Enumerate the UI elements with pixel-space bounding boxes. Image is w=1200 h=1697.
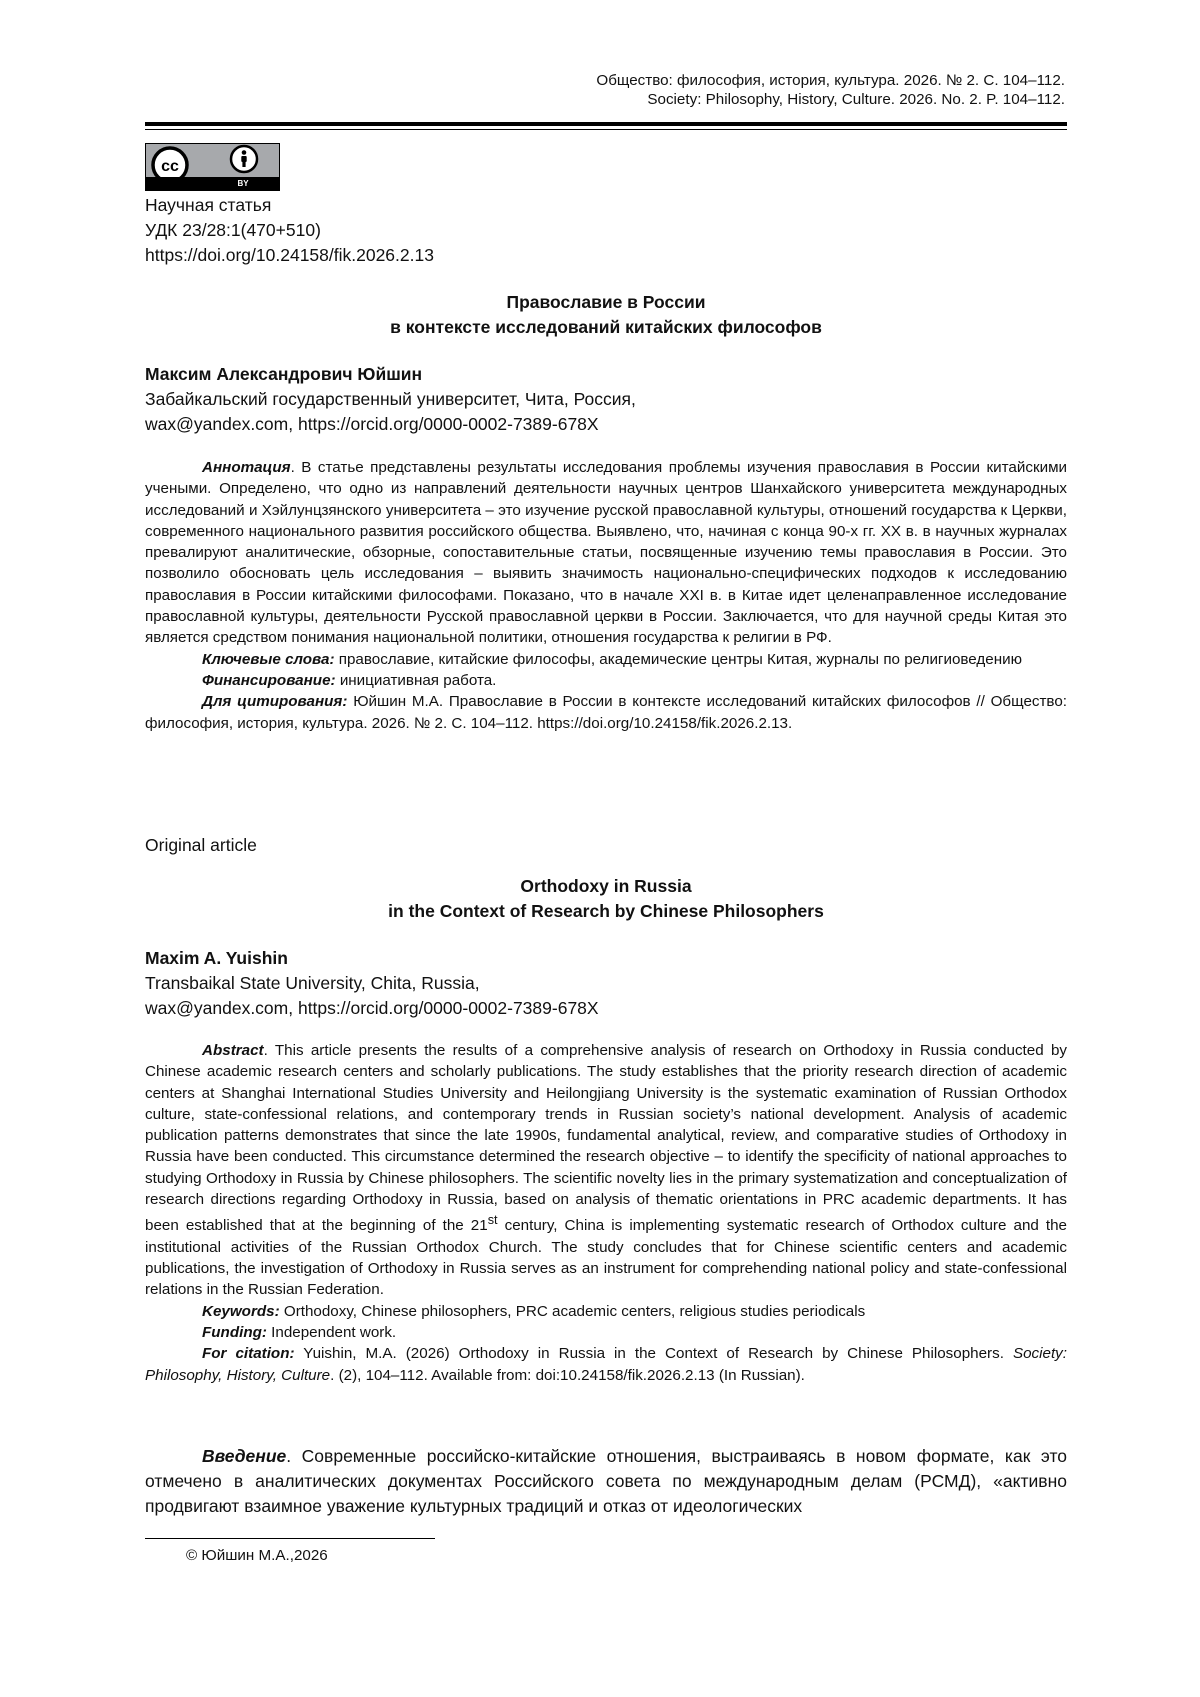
abstract-ru	[145, 457, 1067, 734]
citation-label: Для цитирования:	[202, 693, 348, 711]
keywords-label-en: Keywords:	[202, 1302, 280, 1320]
abstract-text-en-a: . This article presents the results of a comprehensive analysis of research on Orthodoxy in Russia conducted by Chinese academic research centers and scholarly publications. The study establishes that the priority research direction of academic centers at Shanghai International Studies University and Heilongjiang University is the systematic examination of Russian Orthodox culture, state-confessional relations, and contemporary trends in Russian society’s national development. Analysis of academic publication patterns demonstrates that since the late 1990s, fundamental analytical, review, and comparative studies of Orthodoxy in Russia have been conducted. This circumstance determined the research objective – to identify the specificity of national approaches to studying Orthodoxy in Russia by Chinese philosophers. The scientific novelty lies in the primary systematization and conceptualization of research directions regarding Orthodoxy in Russia, based on analysis of thematic orientations in PRC academic departments. It has been established that at the beginning of the 21	[145, 1042, 1067, 1235]
author-block-ru	[145, 362, 636, 437]
header-rule-thick	[145, 122, 1067, 126]
author-name-en: Maxim A. Yuishin	[145, 948, 288, 968]
cc-by-icon[interactable]	[145, 143, 280, 191]
badge-by-label: BY	[237, 179, 249, 188]
keywords-ru	[145, 649, 1067, 670]
udc-code: УДК 23/28:1(470+510)	[145, 220, 321, 240]
funding-en	[145, 1322, 1067, 1343]
author-name: Максим Александрович Юйшин	[145, 364, 423, 384]
attribution-person-icon	[228, 143, 260, 175]
article-meta-ru	[145, 193, 434, 268]
author-affiliation-en: Transbaikal State University, Chita, Russia,	[145, 973, 480, 993]
abstract-text-en-b: century, China is implementing systematic research of Orthodox culture and the institutional activities of the Russian Orthodox Church. The study concludes that for Chinese scientific centers and academic publications, the investigation of Orthodoxy in Russia serves as an instrument for comprehending national policy and state-confessional relations in the Russian Federation.	[145, 1217, 1067, 1299]
citation-ru	[145, 691, 1067, 734]
abstract-label-en: Abstract	[202, 1042, 264, 1059]
introduction-text: . Современные российско-китайские отношения, выстраиваясь в новом формате, как это отмечено в аналитических документах Российского совета по международным делам (РСМД), «активно продвигают взаимное уважение культурных традиций и отказ от идеологических	[145, 1446, 1067, 1516]
title-en-line2: in the Context of Research by Chinese Philosophers	[388, 901, 824, 921]
journal-header-en: Society: Philosophy, History, Culture. 2026. No. 2. P. 104–112.	[647, 91, 1065, 108]
svg-text:cc: cc	[161, 158, 179, 175]
journal-header	[596, 71, 1065, 109]
ordinal-suffix: st	[487, 1213, 498, 1228]
citation-text-en-b: . (2), 104–112. Available from: doi:10.24158/fik.2026.2.13 (In Russian).	[330, 1366, 805, 1384]
author-affiliation: Забайкальский государственный университет, Чита, Россия,	[145, 389, 636, 409]
title-ru-line2: в контексте исследований китайских философов	[390, 317, 822, 337]
funding-text-en: Independent work.	[266, 1323, 397, 1341]
funding-label: Финансирование:	[202, 671, 336, 689]
citation-label-en: For citation:	[202, 1345, 295, 1363]
footnote-rule	[145, 1538, 435, 1539]
article-title-ru	[145, 290, 1067, 340]
copyright-footnote: © Юйшин М.А.,2026	[186, 1547, 328, 1564]
badge-bar	[146, 177, 279, 190]
author-block-en	[145, 946, 599, 1021]
doi-link[interactable]: https://doi.org/10.24158/fik.2026.2.13	[145, 245, 434, 265]
abstract-en	[145, 1040, 1067, 1386]
citation-text: Юйшин М.А. Православие в России в контексте исследований китайских философов // Общество: философия, история, культура. 2026. № 2. С. 104–112. https://doi.org/10.24158/fik.2026.2.13.	[145, 693, 1067, 732]
funding-ru	[145, 670, 1067, 691]
citation-text-en-a: Yuishin, M.A. (2026) Orthodoxy in Russia in the Context of Research by Chinese Philosophers.	[294, 1345, 1013, 1363]
keywords-text-en: Orthodoxy, Chinese philosophers, PRC academic centers, religious studies periodicals	[279, 1302, 866, 1320]
abstract-ru-body	[145, 457, 1067, 649]
keywords-text: православие, китайские философы, академические центры Китая, журналы по религиоведению	[334, 650, 1022, 668]
citation-en	[145, 1343, 1067, 1386]
introduction-label: Введение	[202, 1446, 287, 1466]
citation-journal-en: Society: Philosophy, History, Culture	[145, 1345, 1067, 1384]
funding-text: инициативная работа.	[335, 671, 497, 689]
title-ru-line1: Православие в России	[506, 292, 706, 312]
title-en-line1: Orthodoxy in Russia	[520, 876, 692, 896]
keywords-label: Ключевые слова:	[202, 650, 335, 668]
keywords-en	[145, 1301, 1067, 1322]
abstract-text: . В статье представлены результаты исследования проблемы изучения православия в России китайскими учеными. Определено, что одно из направлений деятельности научных центров Шанхайского университета международных исследований и Хэйлунцзянского университета – это изучение русской православной культуры, отношений государства к Церкви, современного национального развития российского общества. Выявлено, что, начиная с конца 90-х гг. XX в. в научных журналах превалируют аналитические, обзорные, сопоставительные статьи, посвященные изучению темы православия в России. Это позволило обосновать цель исследования – выявить значимость национально-специфических подходов к исследованию православия в России китайскими философами. Показано, что в начале XXI в. в Китае идет целенаправленное исследование православной культуры, деятельности Русской православной церкви в России. Заключается, что для научной среды Китая это является средством понимания национальной политики, отношения государства к религии в РФ.	[145, 459, 1067, 647]
header-rule-thin	[145, 129, 1067, 130]
abstract-label: Аннотация	[202, 459, 291, 476]
abstract-en-body	[145, 1040, 1067, 1301]
article-type: Научная статья	[145, 195, 272, 215]
article-type-en: Original article	[145, 835, 257, 855]
introduction-paragraph	[145, 1444, 1067, 1519]
author-contacts-en[interactable]: wax@yandex.com, https://orcid.org/0000-0002-7389-678X	[145, 998, 599, 1018]
article-title-en	[145, 874, 1067, 924]
funding-label-en: Funding:	[202, 1323, 267, 1341]
author-contacts[interactable]: wax@yandex.com, https://orcid.org/0000-0002-7389-678X	[145, 414, 599, 434]
journal-header-ru: Общество: философия, история, культура. 2026. № 2. С. 104–112.	[596, 72, 1065, 89]
